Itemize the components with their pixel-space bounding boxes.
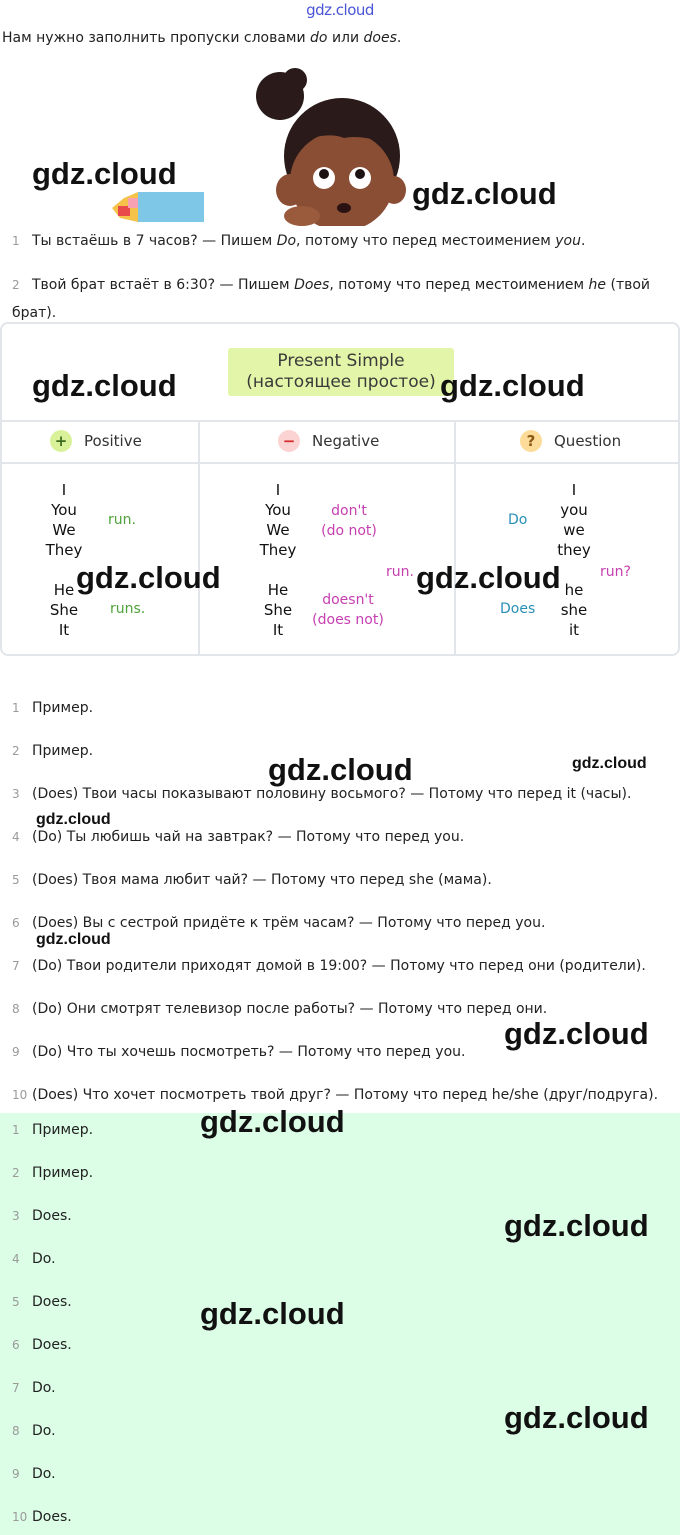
question-pronouns-top: I you we they bbox=[557, 481, 591, 559]
minus-icon: − bbox=[278, 430, 300, 452]
answer-item: 9 Do. bbox=[12, 1466, 56, 1482]
answer-item: 4 Do. bbox=[12, 1251, 56, 1267]
explanation-item: 8 (Do) Они смотрят телевизор после работы? — Потому что перед они. bbox=[12, 1001, 548, 1017]
answer-item: 2 Пример. bbox=[12, 1165, 94, 1181]
explanation-item: 7 (Do) Твои родители приходят домой в 19:00? — Потому что перед они (родители). bbox=[12, 958, 646, 974]
question-icon: ? bbox=[520, 430, 542, 452]
question-aux-bottom: Does bbox=[500, 601, 536, 617]
plus-icon: + bbox=[50, 430, 72, 452]
explanation-item: 3 (Does) Твои часы показывают половину восьмого? — Потому что перед it (часы). bbox=[12, 786, 632, 802]
answer-item: 3 Does. bbox=[12, 1208, 72, 1224]
positive-pronouns-top: I You We They bbox=[45, 481, 83, 559]
watermark: gdz.cloud bbox=[504, 1016, 649, 1051]
explanation-item: 10 (Does) Что хочет посмотреть твой друг? — Потому что перед he/she (друг/подруга). bbox=[12, 1087, 659, 1103]
answer-item: 7 Do. bbox=[12, 1380, 56, 1396]
question-pronouns-bottom: he she it bbox=[560, 581, 588, 639]
positive-verb-top: run. bbox=[108, 512, 136, 528]
answer-item: 5 Does. bbox=[12, 1294, 72, 1310]
example-item: 2 Твой брат встаёт в 6:30? — Пишем Does, потому что перед местоимением he (твой брат). bbox=[12, 277, 651, 321]
watermark: gdz.cloud bbox=[504, 1208, 649, 1243]
divider bbox=[2, 420, 678, 422]
header-question: ? Question bbox=[520, 430, 621, 452]
example-item: 1 Ты встаёшь в 7 часов? — Пишем Do, потому что перед местоимением you. bbox=[12, 233, 586, 249]
watermark: gdz.cloud bbox=[416, 560, 561, 595]
positive-pronouns-bottom: He She It bbox=[49, 581, 79, 639]
watermark: gdz.cloud bbox=[36, 811, 111, 828]
table-title: Present Simple (настоящее простое) bbox=[228, 348, 454, 396]
watermark: gdz.cloud bbox=[36, 931, 111, 948]
answer-item: 8 Do. bbox=[12, 1423, 56, 1439]
watermark: gdz.cloud bbox=[572, 755, 647, 772]
explanation-item: 4 (Do) Ты любишь чай на завтрак? — Потому что перед you. bbox=[12, 829, 465, 845]
divider bbox=[454, 422, 456, 656]
watermark: gdz.cloud bbox=[76, 560, 221, 595]
watermark: gdz.cloud bbox=[504, 1400, 649, 1435]
watermark: gdz.cloud bbox=[412, 176, 557, 211]
explanation-item: 6 (Does) Вы с сестрой придёте к трём часам? — Потому что перед you. bbox=[12, 915, 546, 931]
header-positive: + Positive bbox=[50, 430, 142, 452]
question-aux-top: Do bbox=[508, 512, 528, 528]
explanation-item: 1 Пример. bbox=[12, 700, 94, 716]
divider bbox=[2, 462, 678, 464]
negative-aux-top: don't (do not) bbox=[321, 503, 377, 539]
explanation-item: 9 (Do) Что ты хочешь посмотреть? — Потому что перед you. bbox=[12, 1044, 466, 1060]
watermark: gdz.cloud bbox=[200, 1104, 345, 1139]
site-logo[interactable]: gdz.cloud bbox=[306, 1, 374, 19]
negative-aux-bottom: doesn't (does not) bbox=[312, 592, 384, 628]
positive-verb-bottom: runs. bbox=[110, 601, 146, 617]
header-negative: − Negative bbox=[278, 430, 379, 452]
negative-pronouns-bottom: He She It bbox=[263, 581, 293, 639]
intro-text: Нам нужно заполнить пропуски словами do или does. bbox=[2, 30, 402, 46]
explanation-item: 2 Пример. bbox=[12, 743, 94, 759]
watermark: gdz.cloud bbox=[32, 156, 177, 191]
watermark: gdz.cloud bbox=[440, 368, 585, 403]
watermark: gdz.cloud bbox=[200, 1296, 345, 1331]
answer-item: 6 Does. bbox=[12, 1337, 72, 1353]
watermark: gdz.cloud bbox=[32, 368, 177, 403]
girl-illustration bbox=[112, 66, 422, 226]
negative-pronouns-top: I You We They bbox=[259, 481, 297, 559]
negative-verb: run. bbox=[386, 564, 414, 580]
watermark: gdz.cloud bbox=[268, 752, 413, 787]
answer-item: 10 Does. bbox=[12, 1509, 72, 1525]
question-verb: run? bbox=[600, 564, 631, 580]
answer-item: 1 Пример. bbox=[12, 1122, 94, 1138]
divider bbox=[198, 422, 200, 656]
explanation-item: 5 (Does) Твоя мама любит чай? — Потому что перед she (мама). bbox=[12, 872, 492, 888]
